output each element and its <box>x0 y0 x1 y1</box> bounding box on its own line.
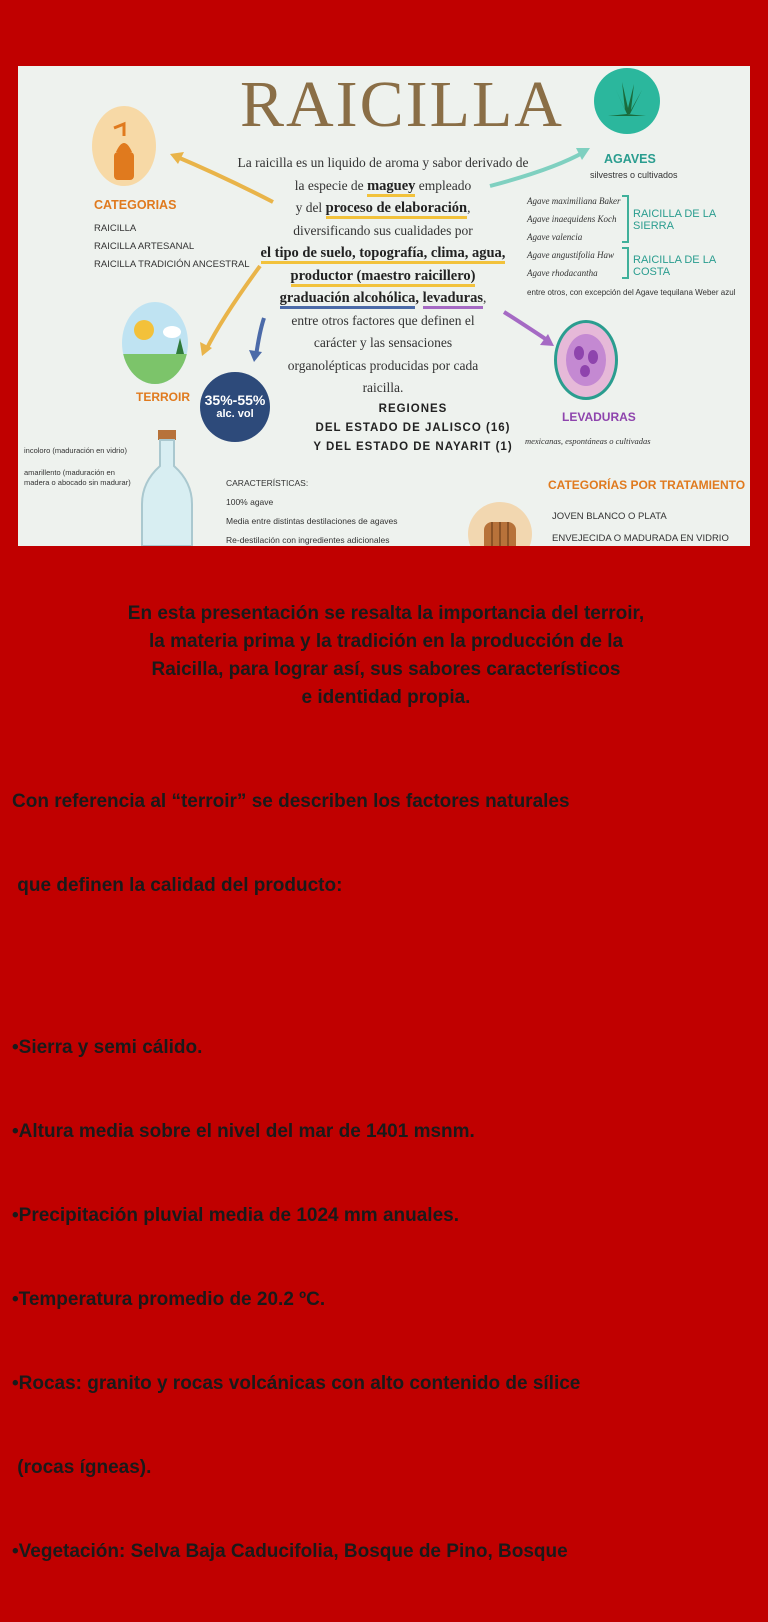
still-icon <box>92 106 156 186</box>
tratamiento-item: JOVEN BLANCO O PLATA <box>552 511 667 522</box>
alcohol-unit: alc. vol <box>216 408 254 420</box>
categoria-item: RAICILLA <box>94 223 137 234</box>
regiones-line: REGIONES <box>378 403 448 415</box>
agaves-subtitle: silvestres o cultivados <box>590 170 678 180</box>
paragraph-line: Con referencia al “terroir” se describen los factores naturales <box>12 791 570 812</box>
tratamiento-title: CATEGORÍAS POR TRATAMIENTO <box>548 478 746 492</box>
intro-text <box>218 152 548 400</box>
paragraph-line: que definen la calidad del producto: <box>12 875 343 896</box>
costa-label: RAICILLA DE LA COSTA <box>633 254 716 278</box>
list-item: •Vegetación: Selva Baja Caducifolia, Bosque de Pino, Bosque <box>12 1541 568 1562</box>
intro-line: diversificando sus cualidades por <box>293 222 473 238</box>
categoria-item: RAICILLA ARTESANAL <box>94 241 195 252</box>
list-item: •Rocas: granito y rocas volcánicas con alto contenido de sílice <box>12 1373 581 1394</box>
infographic-title: RAICILLA <box>240 68 564 141</box>
raicilla-infographic <box>18 66 750 546</box>
intro-line: la especie de maguey empleado <box>218 175 548 198</box>
species-item: Agave angustifolia Haw <box>527 250 614 260</box>
graduacion-highlight: graduación alcohólica <box>280 290 416 309</box>
costa-species-list <box>527 246 614 282</box>
species-item: Agave maximiliana Baker <box>527 196 621 206</box>
tratamiento-list <box>552 506 729 546</box>
levaduras-subtitle: mexicanas, espontáneas o cultivadas <box>525 436 651 446</box>
bottle-illustration <box>136 426 198 546</box>
regiones-text <box>288 400 538 457</box>
bottle-note-colorless: incoloro (maduración en vidrio) <box>24 446 127 455</box>
species-item: Agave rhodacantha <box>527 268 598 278</box>
list-item: •Temperatura promedio de 20.2 ºC. <box>12 1289 326 1310</box>
alcohol-range: 35%-55% <box>204 392 266 408</box>
intro-line: y del proceso de elaboración, <box>218 197 548 220</box>
terroir-paragraph <box>12 732 760 956</box>
levaduras-title: LEVADURAS <box>562 410 636 424</box>
agaves-title: AGAVES <box>604 152 656 166</box>
intro-line <box>218 242 548 265</box>
terroir-factors-list <box>12 978 760 1622</box>
intro-line <box>218 265 548 288</box>
list-item: •Sierra y semi cálido. <box>12 1037 203 1058</box>
paragraph-line: la materia prima y la tradición en la producción de la <box>148 631 624 652</box>
species-item: Agave valencia <box>527 232 583 242</box>
categorias-list <box>94 220 250 274</box>
intro-line: carácter y las sensaciones <box>313 335 453 350</box>
categorias-title: CATEGORIAS <box>94 198 177 212</box>
tratamiento-item: ENVEJECIDA O MADURADA EN VIDRIO <box>552 533 729 544</box>
list-item: •Altura media sobre el nivel del mar de 1401 msnm. <box>12 1121 475 1142</box>
proceso-highlight: proceso de elaboración <box>326 200 468 219</box>
body-text <box>12 600 760 1622</box>
paragraph-line: Raicilla, para lograr así, sus sabores característicos <box>151 659 621 680</box>
intro-line: La raicilla es un liquido de aroma y sabor derivado de <box>237 155 529 170</box>
intro-line: raicilla. <box>362 380 404 395</box>
regiones-line: Y DEL ESTADO DE NAYARIT (1) <box>313 441 513 453</box>
caracteristica-item: Re-destilación con ingredientes adicionales <box>226 535 390 545</box>
yeast-icon <box>554 320 618 400</box>
caracteristicas-block <box>226 474 398 546</box>
terroir-title: TERROIR <box>136 390 190 404</box>
intro-line: graduación alcohólica, levaduras, <box>218 287 548 310</box>
productor-highlight: productor (maestro raicillero) <box>291 268 476 287</box>
sierra-species-list <box>527 192 620 246</box>
paragraph-line: e identidad propia. <box>301 687 471 708</box>
categoria-item: RAICILLA TRADICIÓN ANCESTRAL <box>94 259 250 270</box>
list-item: (rocas ígneas). <box>12 1457 152 1478</box>
species-item: Agave inaequidens Koch <box>527 214 617 224</box>
levaduras-highlight: levaduras <box>423 290 483 309</box>
agave-icon <box>594 68 660 134</box>
caracteristica-item: 100% agave <box>226 497 274 507</box>
caracteristica-item: Media entre distintas destilaciones de agaves <box>226 516 398 526</box>
sierra-label: RAICILLA DE LA SIERRA <box>633 208 716 232</box>
agaves-note: entre otros, con excepción del Agave tequilana Weber azul <box>527 288 736 297</box>
intro-line: entre otros factores que definen el <box>291 312 475 328</box>
list-item: •Precipitación pluvial media de 1024 mm anuales. <box>12 1205 460 1226</box>
terroir-icon <box>122 302 188 384</box>
factores-highlight: el tipo de suelo, topografía, clima, agua, <box>261 245 506 264</box>
intro-paragraph <box>12 600 760 712</box>
intro-line: organolépticas producidas por cada <box>287 357 479 373</box>
alcohol-badge <box>200 372 270 442</box>
maguey-highlight: maguey <box>367 178 415 197</box>
paragraph-line: En esta presentación se resalta la importancia del terroir, <box>127 603 645 624</box>
bottle-note-yellowish: amarillento (maduración en madera o abocado sin madurar) <box>24 468 131 487</box>
regiones-line: DEL ESTADO DE JALISCO (16) <box>315 422 511 434</box>
caracteristicas-title: CARACTERÍSTICAS: <box>226 478 309 488</box>
